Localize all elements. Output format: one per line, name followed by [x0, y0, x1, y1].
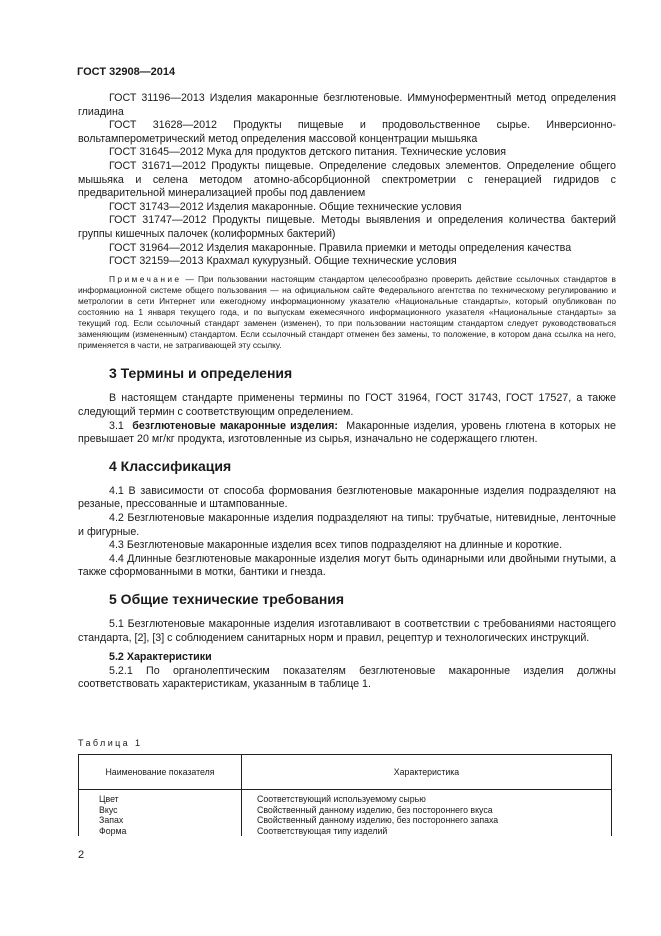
clause-5-1: 5.1 Безглютеновые макаронные изделия изготавливают в соответствии с требованиями настоящего стандарта, [2], [3] с соблюдением санитарных норм и правил, рецептур и технологических инструкций. [78, 617, 616, 644]
table-caption: Таблица 1 [78, 738, 143, 748]
term-definition [78, 420, 616, 447]
table-header-characteristic: Характеристика [242, 755, 612, 790]
table-cell-value: Соответствующий используемому сырью [242, 794, 612, 805]
term-name: безглютеновые макаронные изделия: [132, 419, 338, 432]
ref-gost-31671: ГОСТ 31671—2012 Продукты пищевые. Определение следовых элементов. Определение общего мышьяка и селена методом атомно-абсорбционной спектрометрии с генерацией гидридов с предварительной минерализацией пробы под давлением [78, 159, 616, 200]
note-label: Примечание [109, 273, 182, 284]
table-row [79, 815, 612, 826]
page-number: 2 [78, 849, 85, 861]
section-3-intro: В настоящем стандарте применены термины по ГОСТ 31964, ГОСТ 31743, ГОСТ 17527, а также следующий термин с соответствующим определением. [78, 392, 616, 418]
ref-gost-31743: ГОСТ 31743—2012 Изделия макаронные. Общие технические условия [109, 200, 462, 213]
section-5-title: 5 Общие технические требования [109, 590, 345, 607]
table-cell-name: Вкус [79, 805, 242, 816]
ref-gost-31196: ГОСТ 31196—2013 Изделия макаронные безглютеновые. Иммуноферментный метод определения глиадина [78, 92, 616, 118]
note [78, 274, 616, 352]
table-row [79, 826, 612, 837]
document-code-header: ГОСТ 32908—2014 [77, 66, 176, 78]
table-cell-name: Запах [79, 815, 242, 826]
table-cell-value: Свойственный данному изделию, без постороннего вкуса [242, 805, 612, 816]
table-row [79, 794, 612, 805]
clause-4-1: 4.1 В зависимости от способа формования безглютеновые макаронные изделия подразделяют на резаные, прессованные и штампованные. [78, 484, 616, 511]
ref-gost-31645: ГОСТ 31645—2012 Мука для продуктов детского питания. Технические условия [109, 146, 507, 159]
table-cell-name: Форма [79, 826, 242, 837]
clause-4-4: 4.4 Длинные безглютеновые макаронные изделия могут быть одинарными или двойными гнутыми, а также сформованными в мотки, бантики и гнезда. [78, 552, 616, 579]
ref-gost-31628: ГОСТ 31628—2012 Продукты пищевые и продовольственное сырье. Инверсионно-вольтамперометрический метод определения массовой концентрации мышьяка [78, 119, 616, 145]
section-4-title: 4 Классификация [109, 457, 232, 474]
term-definition-text: Макаронные изделия, уровень глютена в которых не превышает 20 мг/кг продукта, изготовленные из сырья, изначально не содержащего глютен. [78, 419, 616, 446]
page-content [78, 92, 616, 692]
section-3-title: 3 Термины и определения [109, 365, 293, 382]
clause-5-2-heading: 5.2 Характеристики [109, 651, 212, 664]
table-header-row [79, 755, 612, 790]
table-header-indicator: Наименование показателя [79, 755, 242, 790]
clause-4-3: 4.3 Безглютеновые макаронные изделия всех типов подразделяют на длинные и короткие. [109, 539, 563, 552]
note-text: — При пользовании настоящим стандартом целесообразно проверить действие ссылочных стандартов в информационной системе общего пользования — на официальном сайте Федерального агентства по техническому регулированию и метрологии в сети Интернет или ежегодному информационному указателю «Национальные стандарты», который опубликован по состоянию на 1 января текущего года, и по выпускам ежемесячного информационного указателя «Национальные стандарты» за текущий год. Если ссылочный стандарт заменен (изменен), то при пользовании настоящим стандартом следует руководствоваться заменяющим (измененным) стандартом. Если ссылочный стандарт отменен без замены, то положение, в котором дана ссылка на него, применяется в части, не затрагивающей эту ссылку. [78, 273, 617, 351]
ref-gost-31747: ГОСТ 31747—2012 Продукты пищевые. Методы выявления и определения количества бактерий группы кишечных палочек (колиформных бактерий) [78, 214, 616, 240]
clause-4-2: 4.2 Безглютеновые макаронные изделия подразделяют на типы: трубчатые, нитевидные, ленточные и фигурные. [78, 511, 616, 538]
table-cell-value: Соответствующая типу изделий [242, 826, 612, 837]
term-number: 3.1 [109, 419, 124, 432]
table-1 [78, 754, 612, 836]
ref-gost-32159: ГОСТ 32159—2013 Крахмал кукурузный. Общие технические условия [109, 255, 457, 268]
table-cell-value: Свойственный данному изделию, без постороннего запаха [242, 815, 612, 826]
table-row [79, 805, 612, 816]
ref-gost-31964: ГОСТ 31964—2012 Изделия макаронные. Правила приемки и методы определения качества [109, 241, 572, 254]
clause-5-2-1: 5.2.1 По органолептическим показателям безглютеновые макаронные изделия должны соответствовать характеристикам, указанным в таблице 1. [78, 664, 616, 691]
table-cell-name: Цвет [79, 794, 242, 805]
